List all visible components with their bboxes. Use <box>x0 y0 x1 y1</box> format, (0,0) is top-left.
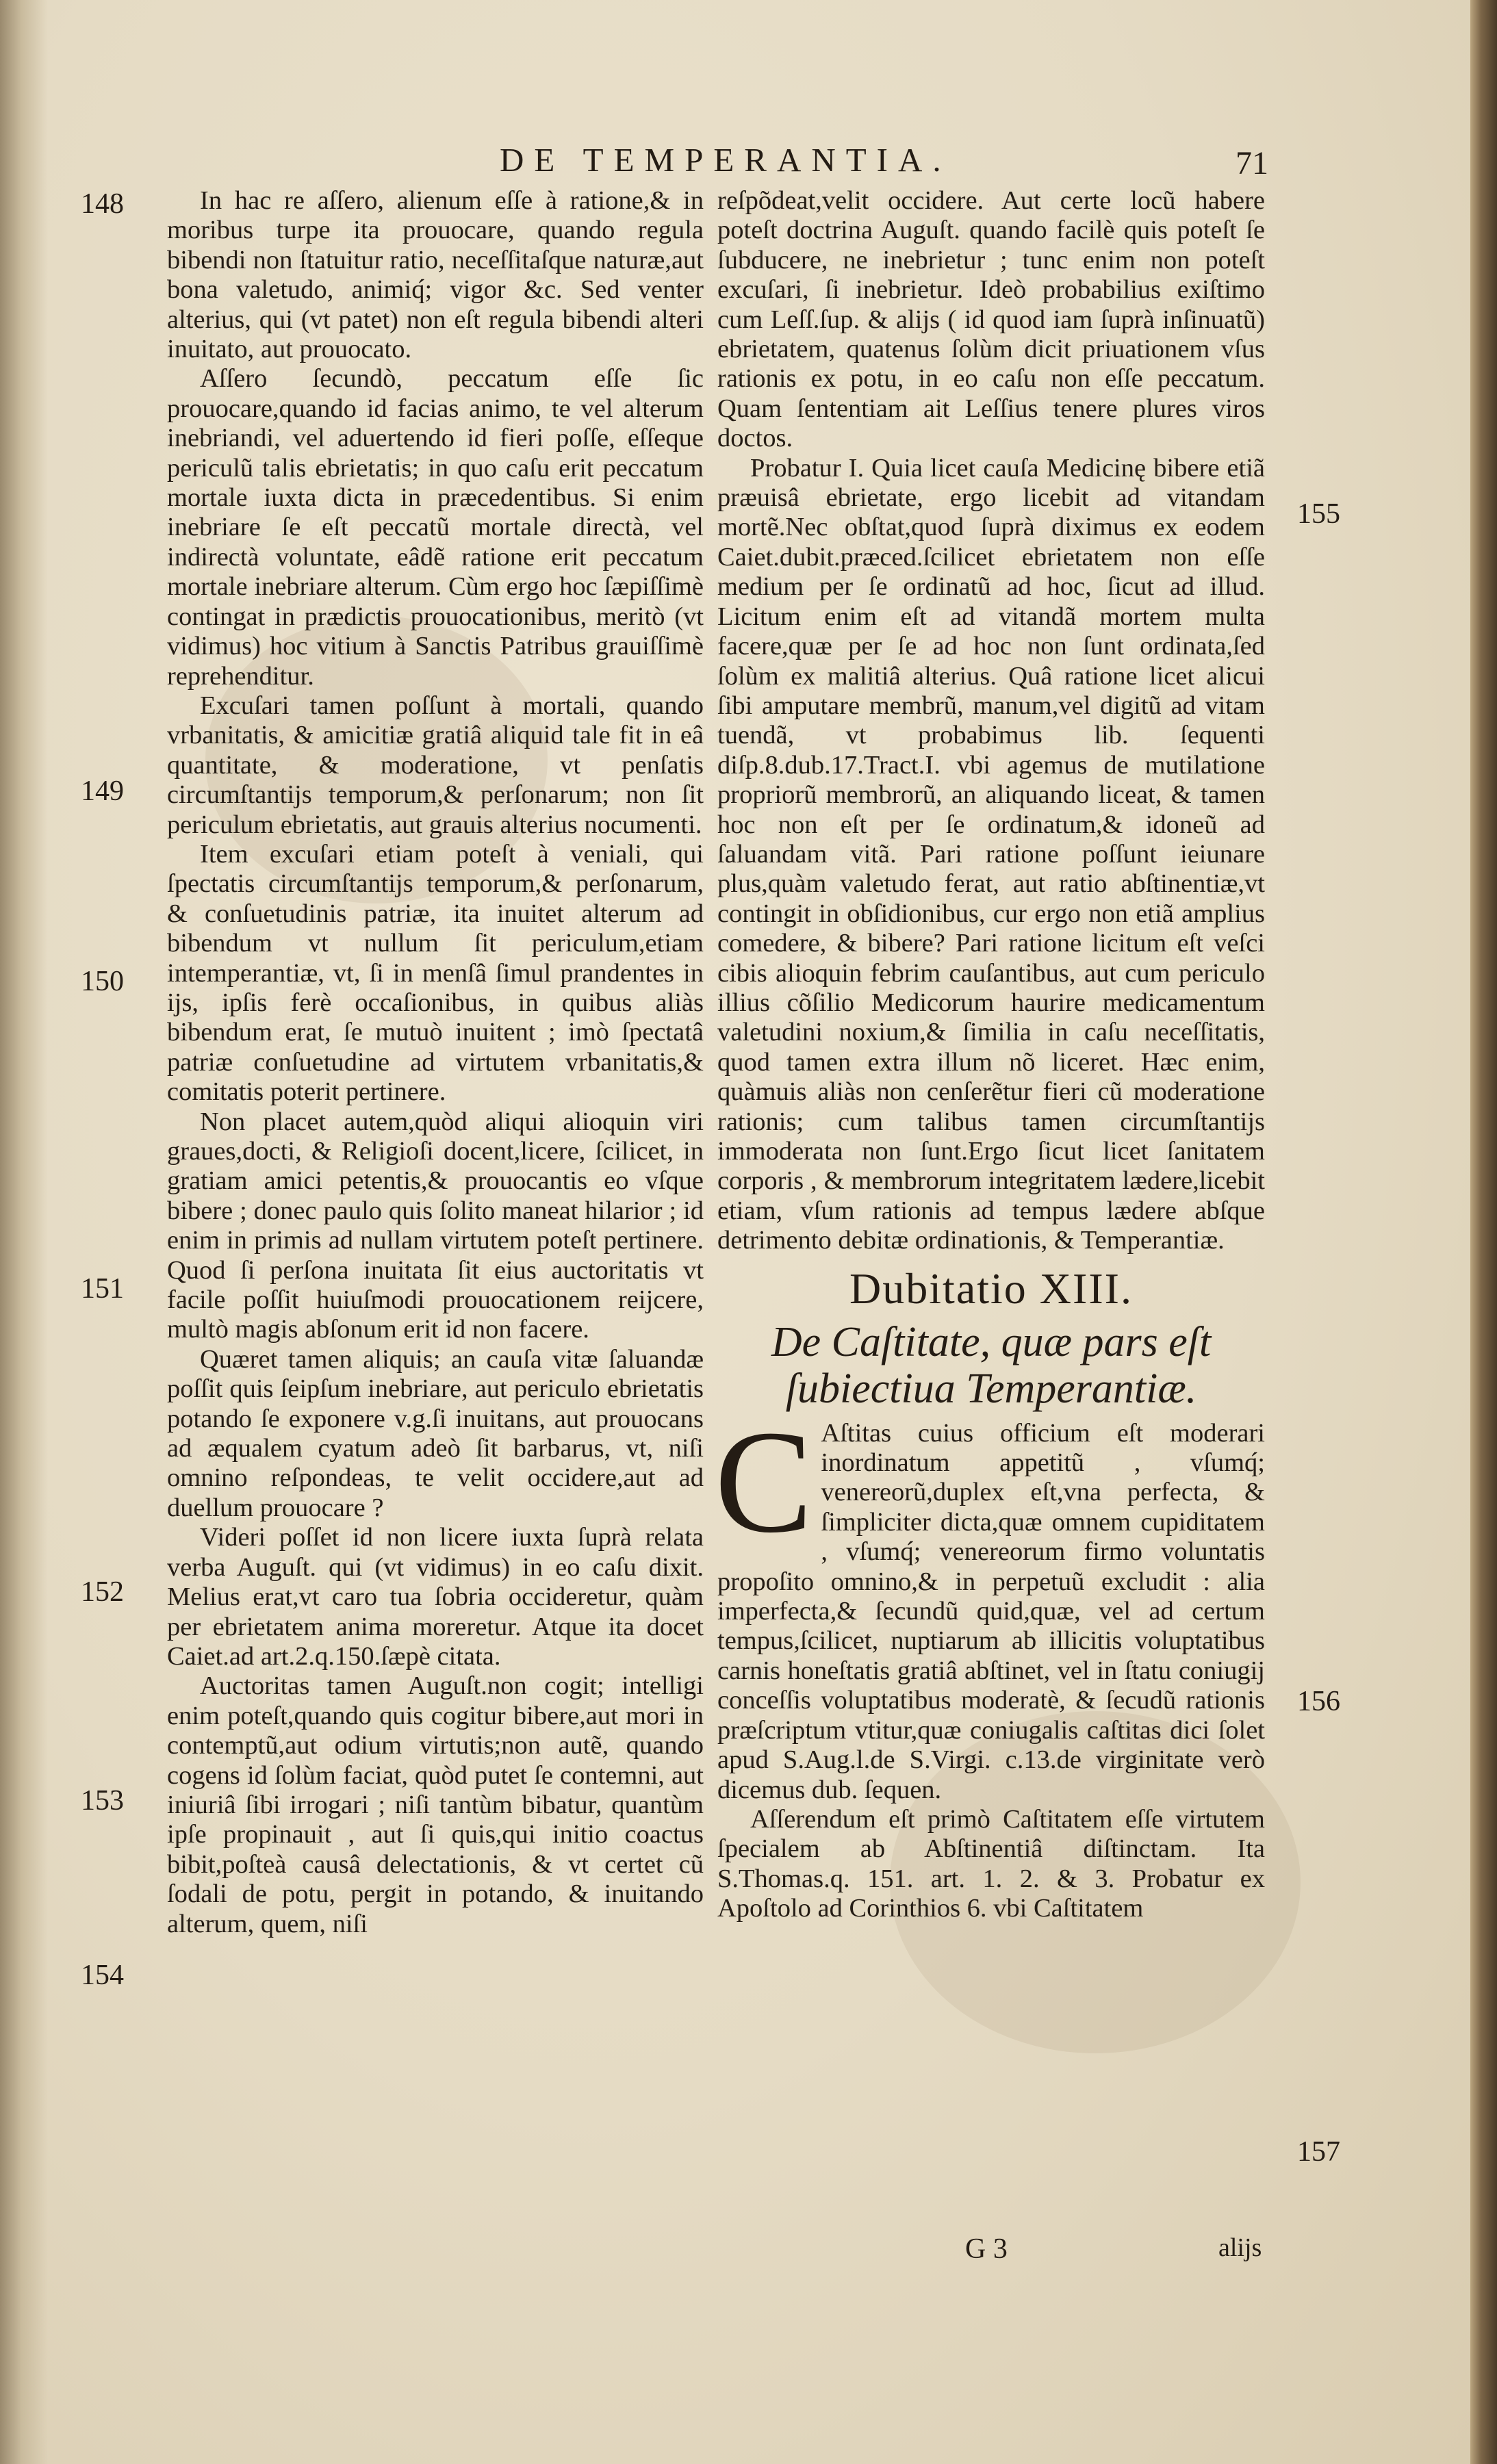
margin-number: 151 <box>81 1273 124 1305</box>
page-header <box>0 140 1470 188</box>
page-edge <box>1470 0 1497 2464</box>
folio-number: 71 <box>1236 145 1268 181</box>
paragraph: Quæret tamen aliquis; an cauſa vitæ ſaluandæ poſſit quis ſeipſum inebriare, aut periculo ebrietatis potando ſe exponere v.g.ſi inuitans, aut prouocans ad æqualem cyatum adeò ſit barbarus, vt, niſi omnino reſpondeas, te velit occidere,aut ad duellum prouocare ? <box>167 1344 704 1522</box>
signature-mark: G 3 <box>965 2233 1008 2265</box>
paragraph: In hac re aſſero, alienum eſſe à ratione,& in moribus turpe ita prouocare, quando regula bibendi non ſtatuitur ratio, neceſſitaſque naturæ,aut bona valetudo, animiq́; vigor &c. Sed venter alterius, qui (vt patet) non eſt regula bibendi alteri inuitato, aut prouocato. <box>167 186 704 364</box>
paragraph: Videri poſſet id non licere iuxta ſuprà relata verba Auguſt. qui (vt vidimus) in eo caſu dixit. Melius erat,vt caro tua ſobria occideretur, quàm per ebrietatem anima moreretur. Atque ita docet Caiet.ad art.2.q.150.ſæpè citata. <box>167 1523 704 1671</box>
margin-number: 149 <box>81 775 124 807</box>
paragraph: reſpõdeat,velit occidere. Aut certe locũ habere poteſt doctrina Auguſt. quando facilè quis poteſt ſe ſubducere, ne inebrietur ; tunc enim non poteſt excuſari, ſi inebrietur. Ideò probabilius exiſtimo cum Leſſ.ſup. & alijs ( id quod iam ſuprà inſinuatũ) ebrietatem, quatenus ſolùm dicit priuationem vſus rationis ex potu, in eo caſu non eſſe peccatum. Quam ſententiam ait Leſſius tenere plures viros doctos. <box>717 186 1265 453</box>
drop-cap: C <box>715 1399 813 1563</box>
margin-number: 150 <box>81 966 124 997</box>
margin-number: 153 <box>81 1785 124 1817</box>
right-column <box>717 186 1265 1924</box>
margin-number: 152 <box>81 1576 124 1608</box>
margin-number: 155 <box>1297 498 1340 530</box>
paragraph: Probatur I. Quia licet cauſa Medicinę bibere etiã præuisâ ebrietate, ergo licebit ad vitandam mortẽ.Nec obſtat,quod ſuprà diximus ex eodem Caiet.dubit.præced.ſcilicet ebrietatem non eſſe medium per ſe ordinatũ ad hoc, ſicut ad illud. Licitum enim eſt ad vitandã mortem multa facere,quæ per ſe ad hoc non ſunt ordinata,ſed ſolùm ex malitiâ alterius. Quâ ratione licet alicui ſibi amputare membrũ, manum,vel digitũ ad vitam tuendã, vt probabimus lib. ſequenti diſp.8.dub.17.Tract.I. vbi agemus de mutilatione propriorũ membrorũ, an aliquando liceat, & tamen hoc non eſt per ſe ordinatum,& idoneũ ad ſaluandam vitã. Pari ratione poſſunt ieiunare plus,quàm valetudo ferat, aut ratio abſtinentiæ,vt contingit in obſidionibus, cur ergo non etiã amplius comedere, & bibere? Pari ratione licitum eſt veſci cibis alioquin febrim cauſantibus, aut cum periculo illius cõſilio Medicorum haurire medicamentum valetudini noxium,& ſimilia in caſu neceſſitatis, quod tamen extra illum nõ liceret. Hæc enim, quàmuis aliàs non cenſerẽtur fieri cũ moderatione rationis; cum talibus tamen circumſtantijs immoderata non ſunt.Ergo ſicut licet ſanitatem corporis , & membrorum integritatem lædere,licebit etiam, vſum rationis ad tempus lædere abſque detrimento debitæ ordinationis, & Temperantiæ. <box>717 453 1265 1255</box>
paragraph: Item excuſari etiam poteſt à veniali, qui ſpectatis circumſtantijs temporum,& perſonarum, & conſuetudinis patriæ, ita inuitet alterum ad bibendum vt nullum ſit periculum,etiam intemperantiæ, vt, ſi in menſâ ſimul prandentes in ijs, ipſis ferè occaſionibus, in quibus aliàs bibendum erat, ſe mutuò inuitent ; imò ſpectatâ patriæ conſuetudine ad virtutem vrbanitatis,& comitatis poterit pertinere. <box>167 839 704 1107</box>
paragraph: Aſſerendum eſt primò Caſtitatem eſſe virtutem ſpecialem ab Abſtinentiâ diſtinctam. Ita S.Thomas.q. 151. art. 1. 2. & 3. Probatur ex Apoſtolo ad Corinthios 6. vbi Caſtitatem <box>717 1804 1265 1923</box>
page-gutter <box>0 0 48 2464</box>
dubitatio-title: Dubitatio XIII. <box>849 1263 1133 1313</box>
paragraph: Aſſero ſecundò, peccatum eſſe ſic prouocare,quando id facias animo, te vel alterum inebriandi, vel aduertendo id fieri poſſe, eſſeque periculũ talis ebrietatis; in quo caſu erit peccatum mortale iuxta dicta in præcedentibus. Si enim inebriare ſe eſt peccatũ mortale directà, vel indirectà voluntate, eâdẽ ratione erit peccatum mortale inebriare alterum. Cùm ergo hoc ſæpiſſimè contingat in prædictis prouocationibus, meritò (vt vidimus) hoc vitium à Sanctis Patribus grauiſſimè reprehenditur. <box>167 364 704 691</box>
dubitatio-subtitle: De Caſtitate, quæ pars eſt ſubiectiua Temperantiæ. <box>771 1318 1212 1412</box>
paragraph: Auctoritas tamen Auguſt.non cogit; intelligi enim poteſt,quando quis cogitur bibere,aut mori in contemptũ,aut odium virtutis;non autẽ, quando cogens id ſolùm faciat, quòd putet ſe contemni, aut iniuriâ ſibi irrogari ; niſi tantùm bibatur, quantùm ipſe propinauit , aut ſi quis,qui initio coactus bibit,poſteà causâ delectationis, & vt certet cũ ſodali de potu, pergit in potando, & inuitando alterum, quem, niſi <box>167 1671 704 1938</box>
running-head: DE TEMPERANTIA. <box>500 141 951 179</box>
margin-number: 148 <box>81 188 124 220</box>
paragraph: Excuſari tamen poſſunt à mortali, quando vrbanitatis, & amicitiæ gratiâ aliquid tale fit in eâ quantitate, & moderatione, vt penſatis circumſtantijs temporum,& perſonarum; non ſit periculum ebrietatis, aut grauis alterius nocumenti. <box>167 691 704 839</box>
margin-number: 154 <box>81 1960 124 1991</box>
left-column <box>167 186 704 1939</box>
paragraph: Aſtitas cuius officium eſt moderari inordinatum appetitũ , vſumq́; venereorũ,duplex eſt,vna perfecta, & ſimpliciter dicta,quæ omnem cupiditatem , vſumq́; venereorum firmo voluntatis propoſito omnino,& in perpetuũ excludit : alia imperfecta,& ſecundũ quid,quæ, vel ad certum tempus,ſcilicet, nuptiarum ab illicitis voluptatibus carnis honeſtatis gratiâ abſtinet, vel in ſtatu coniugij conceſſis voluptatibus moderatè, & ſecudũ rationis præſcriptum vtitur,quæ coniugalis caſtitas dici ſolet apud S.Aug.l.de S.Virgi. c.13.de virginitate verò dicemus dub. ſequen. <box>717 1418 1265 1804</box>
margin-number: 157 <box>1297 2136 1340 2168</box>
paragraph: Non placet autem,quòd aliqui alioquin viri graues,docti, & Religioſi docent,licere, ſcilicet, in gratiam amici petentis,& prouocantis eo vſque bibere ; donec paulo quis ſolito maneat hilarior ; id enim in primis ad nullam virtutem poteſt pertinere. Quod ſi perſona inuitata ſit eius auctoritatis vt facile poſſit huiuſmodi prouocationem reijcere, multò magis abſonum erit id non facere. <box>167 1107 704 1344</box>
catchword: alijs <box>1218 2233 1262 2262</box>
margin-number: 156 <box>1297 1686 1340 1717</box>
